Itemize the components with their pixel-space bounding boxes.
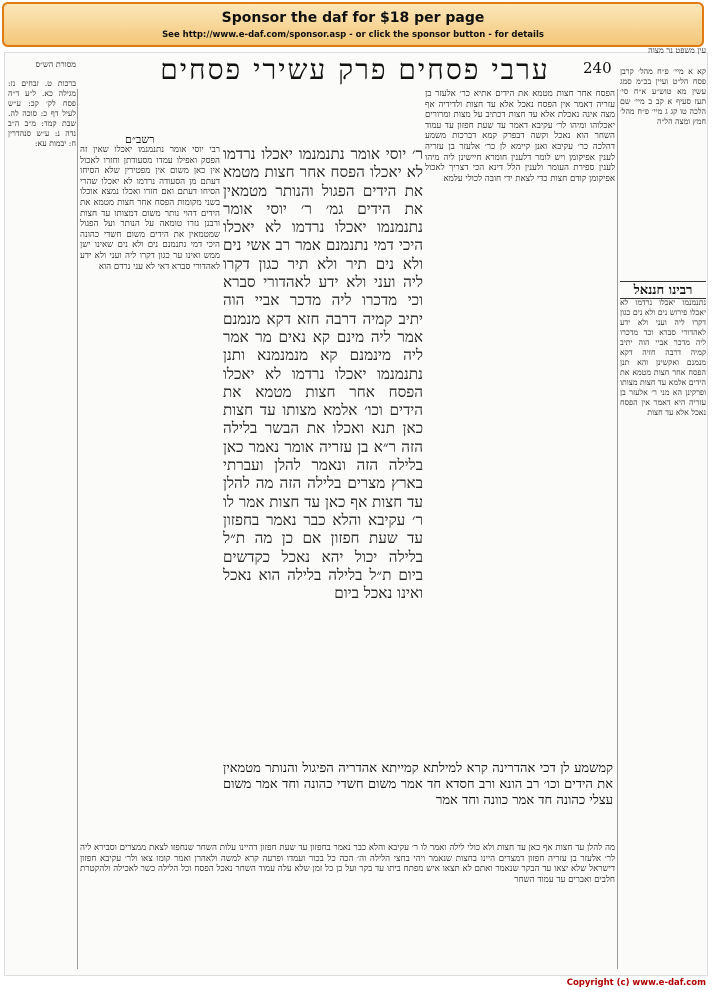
ein-mishpat-column: קא א מיי׳ פ״ח מהל׳ קרבן פסח הל״ט ועיין בכ״מ סמג עשין מא טוש״ע א״ח סי׳ תעז סעיף א קב ב מיי׳ שם הלכה טו קג ג מיי׳ פ״ח מהל׳ חמץ ומצה הל״ה bbox=[620, 67, 706, 126]
rashi-column: רבי יוסי אומר נתנמנמו יאכלו שאין זה הפסק ואפילו עמדו מסעודתן וחזרו לאכול אין כאן משום אין מפטירין שלא הסיחו דעתם מן הסעודה נרדמו לא יאכלו שהרי הסיחו דעתם ואם חזרו ואכלו נמצא אוכלו בשני מקומות הפסח אחר חצות מטמא את הידים דהוי נותר משום דמצותו עד חצות ורבנן גזרו טומאה על הנותר ועל הפגול שמטמאין את הידים משום חשדי כהונה היכי דמי נתנמנם נים ולא נים שאינו ישן ממש ואינו ער כגון דקרו ליה ועני ולא ידע לאהדורי סברא דאי לא עני נרדם הוא bbox=[80, 145, 220, 272]
rashi-title: רשב״ם bbox=[125, 133, 155, 146]
rabbeinu-chananel-title: רבינו חננאל bbox=[620, 281, 706, 299]
rabbeinu-chananel-column: נתנמנמו יאכלו נרדמו לא יאכלו פירוש נים ולא נים כגון דקרו ליה ועני ולא ידע לאהדורי סברא וכד מדכרו ליה מדכר אביי הוה יתיב קמיה דרבה חזיה דקא מנמנם ואקשינן והא תנן הפסח אחר חצות מטמא את הידים אלמא עד חצות מצותו ופרקינן הא מני ר׳ אלעזר בן עזריה היא דאמר אין הפסח נאכל אלא עד חצות bbox=[620, 298, 706, 417]
copyright-link[interactable]: Copyright (c) www.e-daf.com bbox=[566, 978, 706, 988]
ein-mishpat-label: עין משפט נר מצוה bbox=[648, 46, 706, 55]
tosafot-column: הפסח אחר חצות מטמא את הידים אתיא כר׳ אלעזר בן עזריה דאמר אין הפסח נאכל אלא עד חצות ולדידיה אף מצה אינה נאכלת אלא עד חצות דכתיב על מצות ומרורים יאכלוהו ומיהו לר׳ עקיבא דאמר עד שעת חפזון עד עמוד השחר הוא נאכל וקשה דבפרק קמא דברכות משמע דהלכה כר׳ עקיבא ואנן קיימא לן כר׳ אלעזר בן עזריה לענין אפיקומן ויש לומר דלענין חומרא חיישינן ליה מיהו לענין ספירת העומר ולענין הלל דינא הכי דצריך לאכול אפיקומן קודם חצות כדי לצאת ידי חובה לכולי עלמא bbox=[425, 89, 615, 184]
sponsor-subtitle[interactable]: See http://www.e-daf.com/sponsor.asp - or click the sponsor button - for details bbox=[162, 30, 544, 40]
sponsor-title[interactable]: Sponsor the daf for $18 per page bbox=[221, 10, 485, 26]
sponsor-banner[interactable] bbox=[2, 2, 704, 47]
gemara-column: ר׳ יוסי אומר נתנמנמו יאכלו נרדמו לא יאכלו הפסח אחר חצות מטמא את הידים הפגול והנותר מטמאין את הידים גמ׳ ר׳ יוסי אומר נתנמנמו יאכלו נרדמו לא יאכלו היכי דמי נתנמנם אמר רב אשי נים ולא נים תיר ולא תיר כגון דקרו ליה ועני ולא ידע לאהדורי סברא וכי מדכרו ליה מדכר אביי הוה יתיב קמיה דרבה חזא דקא מנמנם אמר ליה מינם קא נאים מר אמר ליה מינמנם קא מנמנמנא ותנן נתנמנמו יאכלו נרדמו לא יאכלו הפסח אחר חצות מטמא את הידים וכו׳ אלמא מצותו עד חצות כאן תנא ואכלו את הבשר בלילה הזה ר״א בן עזריה אומר נאמר כאן בלילה הזה ונאמר להלן ועברתי בארץ מצרים בלילה הזה מה להלן עד חצות אף כאן עד חצות אמר לו ר׳ עקיבא והלא כבר נאמר בחפזון עד שעת חפזון אם כן מה ת״ל בלילה יכול יהא נאכל כקדשים ביום ת״ל בלילה בלילה הוא נאכל ואינו נאכל ביום bbox=[223, 145, 423, 603]
mesorah-column: ברכות ט. זבחים נז: מגילה כא. ל״ע ד״ה פסח לק׳ קכ: ע״ש לעיל דף כ: סוכה לה. שבת קמד: מ״ב ה״ב נדה נ: ע״ש סנהדרין ח: יבמות עא: bbox=[8, 79, 76, 148]
page-number: 240 bbox=[583, 59, 612, 77]
column-divider bbox=[617, 89, 618, 969]
mesorah-label: מסורת הש״ס bbox=[35, 60, 76, 69]
gemara-continuation: קמשמע לן דכי אהדרינה קרא למילתא קמייתא אהדריה הפיגול והנותר מטמאין את הידים וכו׳ רב הונא ורב חסדא חד אמר משום חשדי כהונה וחד אמר משום עצלי כהונה חד אמר כוונה וחד אמר bbox=[223, 761, 613, 808]
talmud-page-scan bbox=[4, 46, 708, 976]
bottom-commentary: מה להלן עד חצות אף כאן עד חצות ולא כולי לילה ואמר לו ר׳ עקיבא והלא כבר נאמר בחפזון עד שעת חפזון דהיינו עלות השחר שנחפזו לצאת ממצרים וסבירא ליה לר׳ אלעזר בן עזריה חפזון דמצרים היינו בחצות שנאמר ויהי בחצי הלילה וה׳ הכה כל בכור ועמדו ופרעה קרא למשה ולאהרן ואמר קומו צאו ולר׳ עקיבא חפזון דישראל שלא יצאו עד הבקר שנאמר ואתם לא תצאו איש מפתח ביתו עד בקר ועל כן כל זמן שלא עלה עמוד השחר נאכל הפסח וכל הלילה כשר לאכילה ולהקטרת חלבים ואברים עד עמוד השחר bbox=[80, 843, 615, 885]
column-divider bbox=[77, 89, 78, 969]
page-header: ערבי פסחים פרק עשירי פסחים bbox=[160, 53, 550, 86]
